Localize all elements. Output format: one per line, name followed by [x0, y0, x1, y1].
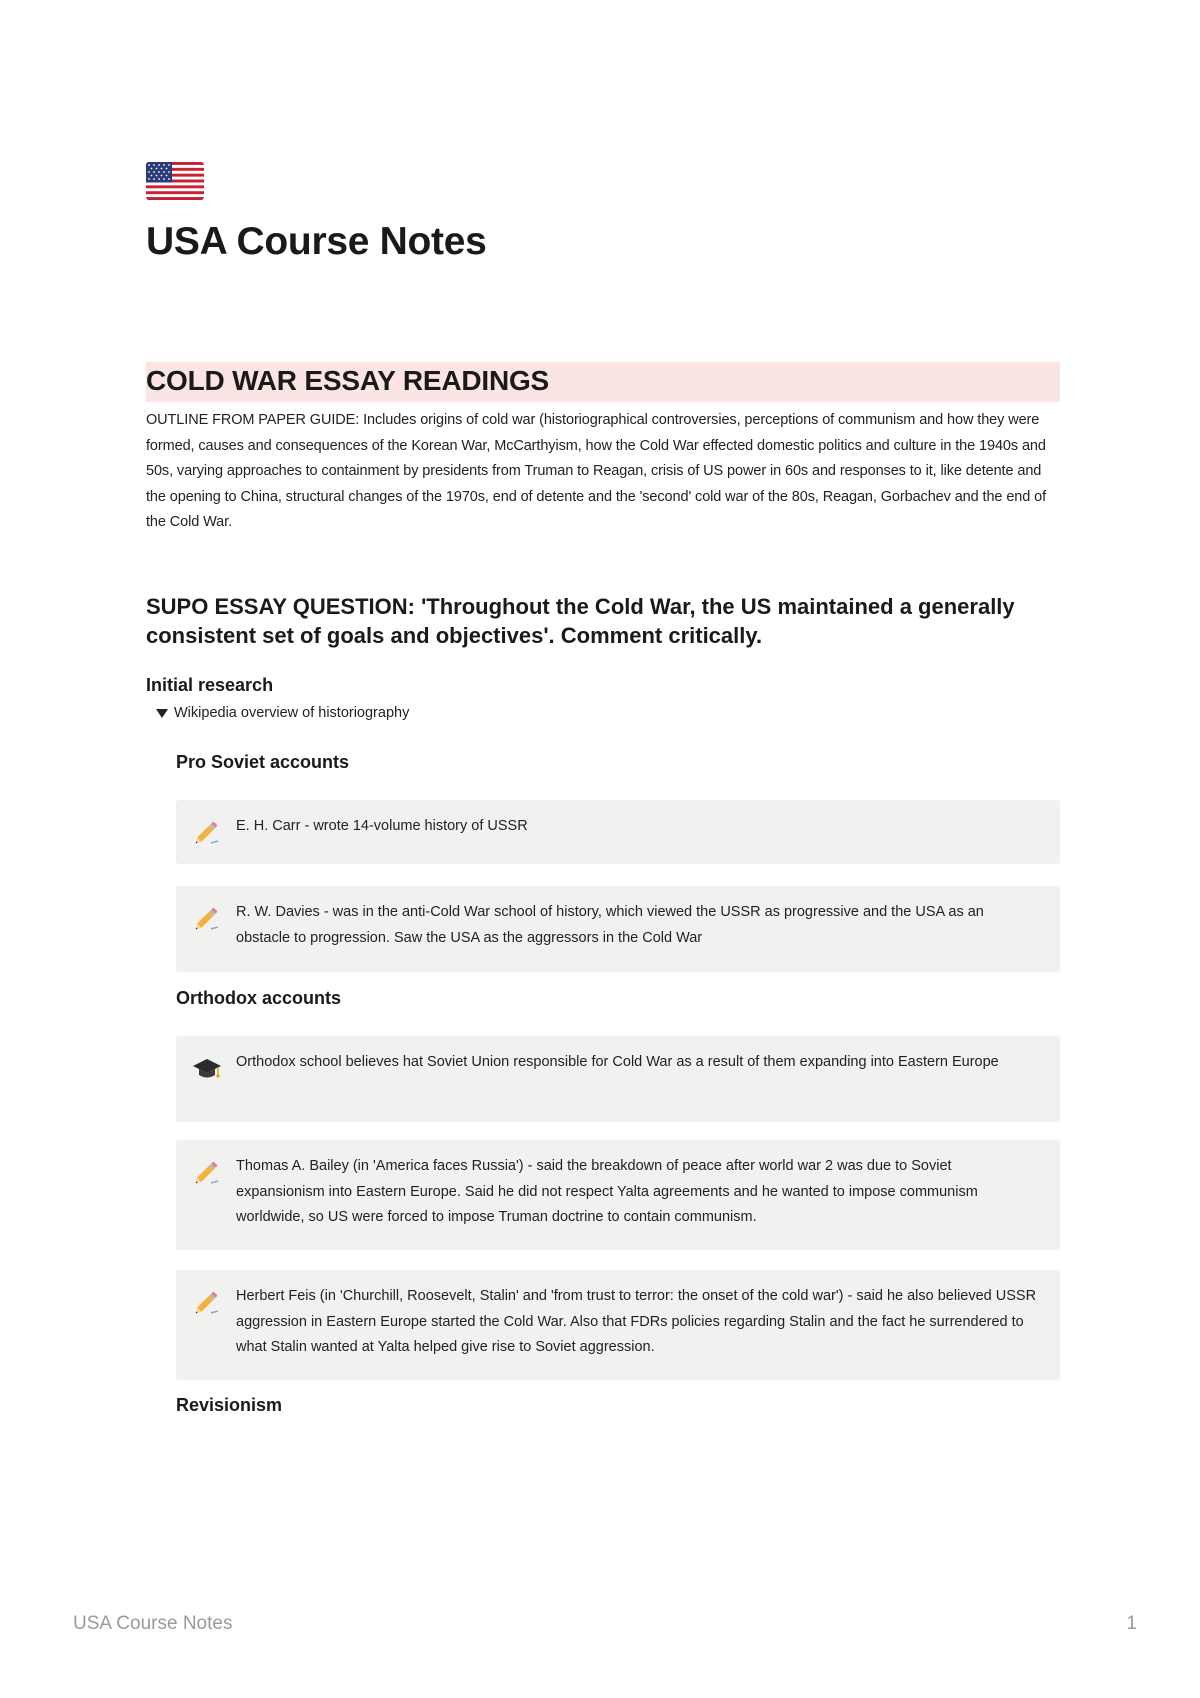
- pro-soviet-heading: Pro Soviet accounts: [176, 752, 350, 772]
- callout-feis: [176, 1270, 1060, 1380]
- toggle-triangle-icon[interactable]: [156, 709, 168, 718]
- cold-war-section-heading: COLD WAR ESSAY READINGS: [146, 362, 1060, 402]
- footer-document-title: USA Course Notes: [73, 1613, 233, 1634]
- revisionism-heading: Revisionism: [176, 1395, 283, 1415]
- orthodox-heading: Orthodox accounts: [176, 988, 342, 1008]
- callout-text: Orthodox school believes hat Soviet Union responsible for Cold War as a result of them expanding into Eastern Europe: [236, 1054, 999, 1070]
- initial-research-heading: Initial research: [146, 675, 274, 695]
- callout-text: R. W. Davies - was in the anti-Cold War school of history, which viewed the USSR as progressive and the USA as an obstacle to progression. Saw the USA as the aggressors in the Cold War: [236, 904, 984, 946]
- callout-text: E. H. Carr - wrote 14-volume history of USSR: [236, 818, 528, 834]
- callout-text: Herbert Feis (in 'Churchill, Roosevelt, Stalin' and 'from trust to terror: the onset of the cold war') - said he also believed USSR aggression in Eastern Europe started the Cold War. Also that FDRs policies regarding Stalin and the fact he surrendered to what Stalin wanted at Yalta helped give rise to Soviet aggression.: [236, 1288, 1037, 1355]
- callout-bailey: [176, 1140, 1060, 1250]
- page-title: USA Course Notes: [146, 220, 487, 263]
- historiography-toggle[interactable]: [156, 705, 409, 721]
- pencil-icon: [192, 1157, 222, 1187]
- callout-davies: [176, 886, 1060, 972]
- graduation-cap-icon: [192, 1053, 222, 1083]
- pencil-icon: [192, 903, 222, 933]
- callout-text: Thomas A. Bailey (in 'America faces Russia') - said the breakdown of peace after world war 2 was due to Soviet expansionism into Eastern Europe. Said he did not respect Yalta agreements and he wanted to impose communism worldwide, so US were forced to impose Truman doctrine to contain communism.: [236, 1158, 978, 1225]
- paper-guide-outline: OUTLINE FROM PAPER GUIDE: Includes origins of cold war (historiographical controversies, perceptions of communism and how they were formed, causes and consequences of the Korean War, McCarthyism, how the Cold War effected domestic politics and culture in the 1940s and 50s, varying approaches to containment by presidents from Truman to Reagan, crisis of US power in 60s and responses to it, like detente and the opening to China, structural changes of the 1970s, end of detente and the 'second' cold war of the 80s, Reagan, Gorbachev and the end of the Cold War.: [146, 412, 1047, 530]
- footer-page-number: 1: [1126, 1613, 1137, 1634]
- toggle-label: Wikipedia overview of historiography: [174, 705, 410, 721]
- pencil-icon: [192, 1287, 222, 1317]
- us-flag-icon: [146, 162, 204, 200]
- callout-orthodox-school: [176, 1036, 1060, 1122]
- pencil-icon: [192, 817, 222, 847]
- essay-question-heading: SUPO ESSAY QUESTION: 'Throughout the Cold War, the US maintained a generally consistent set of goals and objectives'. Comment critically.: [146, 594, 1015, 648]
- callout-carr: [176, 800, 1060, 864]
